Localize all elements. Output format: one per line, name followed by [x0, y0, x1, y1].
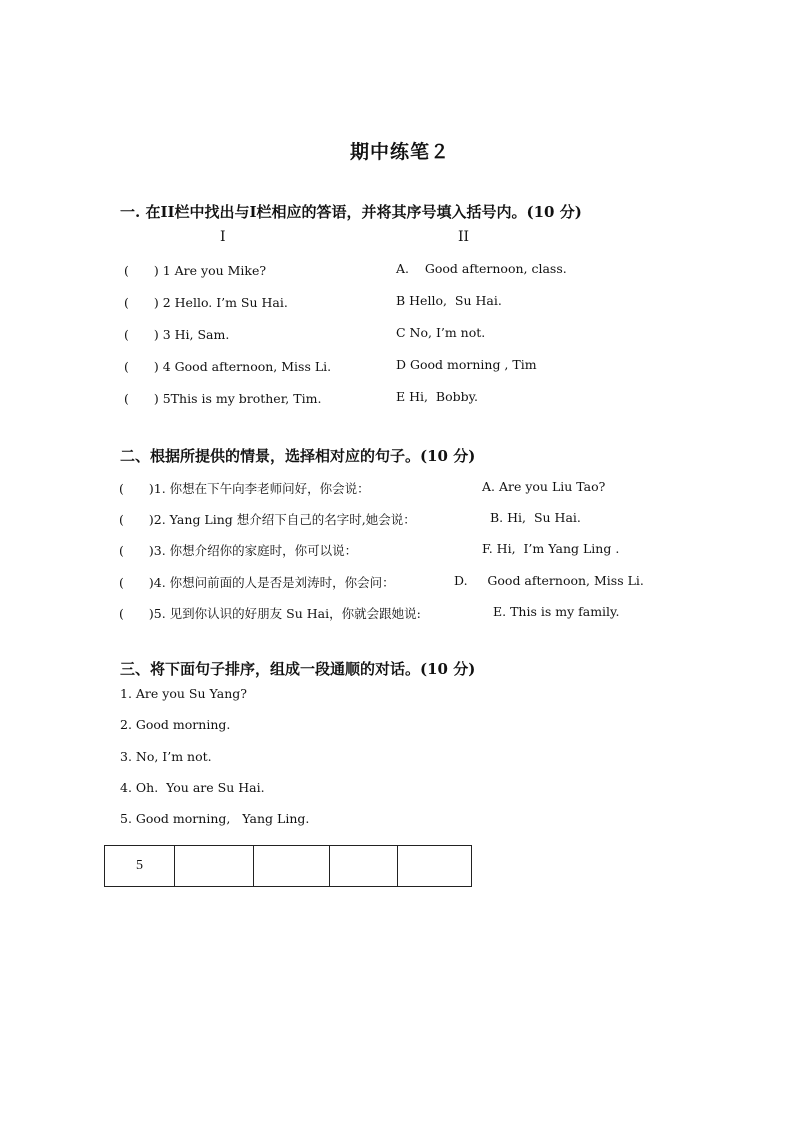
s1-answer-b: B Hello, Su Hai. — [396, 293, 502, 308]
answer-cell-3[interactable] — [254, 846, 330, 887]
s1-answer-d: D Good morning , Tim — [396, 357, 537, 372]
s1-question-4: ( ) 4 Good afternoon, Miss Li. — [124, 359, 332, 374]
section2-heading: 二、根据所提供的情景，选择相对应的句子。(10 分) — [120, 447, 476, 465]
s3-sentence-4: 4. Oh. You are Su Hai. — [120, 780, 265, 795]
answer-cell-4[interactable] — [330, 846, 398, 887]
s3-sentence-2: 2. Good morning. — [120, 717, 231, 732]
s1-question-2: ( ) 2 Hello. I’m Su Hai. — [124, 295, 288, 310]
answer-cell-2[interactable] — [175, 846, 254, 887]
column-header-2: II — [458, 229, 470, 245]
s3-sentence-3: 3. No, I’m not. — [120, 749, 212, 764]
table-row — [105, 846, 472, 887]
section1-heading: 一. 在II栏中找出与Ⅰ栏相应的答语，并将其序号填入括号内。(10 分) — [120, 203, 582, 221]
s2-answer-e: E. This is my family. — [493, 604, 620, 619]
s2-answer-d: D. Good afternoon, Miss Li. — [454, 573, 644, 588]
s2-question-2: ( )2. Yang Ling 想介绍下自己的名字时,她会说： — [119, 512, 416, 527]
s3-sentence-5: 5. Good morning, Yang Ling. — [120, 811, 310, 826]
s2-answer-b: B. Hi, Su Hai. — [490, 510, 581, 525]
s2-answer-f: F. Hi, I’m Yang Ling . — [482, 541, 620, 556]
answer-cell-5[interactable] — [398, 846, 472, 887]
s1-question-1: ( ) 1 Are you Mike? — [124, 263, 267, 278]
s2-question-5: ( )5. 见到你认识的好朋友 Su Hai，你就会跟她说: — [119, 606, 421, 621]
s1-answer-e: E Hi, Bobby. — [396, 389, 479, 404]
answer-cell-1[interactable]: 5 — [105, 846, 175, 887]
s2-question-3: ( )3. 你想介绍你的家庭时，你可以说： — [119, 543, 358, 558]
page-title: 期中练笔２ — [350, 141, 451, 163]
s1-question-3: ( ) 3 Hi, Sam. — [124, 327, 230, 342]
s2-question-4: ( )4. 你想问前面的人是否是刘涛时，你会问： — [119, 575, 395, 590]
s2-answer-a: A. Are you Liu Tao? — [482, 479, 606, 494]
column-header-1: I — [220, 229, 226, 245]
s1-answer-c: C No, I’m not. — [396, 325, 486, 340]
s1-question-5: ( ) 5This is my brother, Tim. — [124, 391, 322, 406]
s1-answer-a: A. Good afternoon, class. — [396, 261, 567, 276]
s2-question-1: ( )1. 你想在下午向李老师问好，你会说： — [119, 481, 370, 496]
section3-heading: 三、将下面句子排序，组成一段通顺的对话。(10 分) — [120, 660, 476, 678]
answer-order-table — [104, 845, 472, 887]
s3-sentence-1: 1. Are you Su Yang? — [120, 686, 247, 701]
